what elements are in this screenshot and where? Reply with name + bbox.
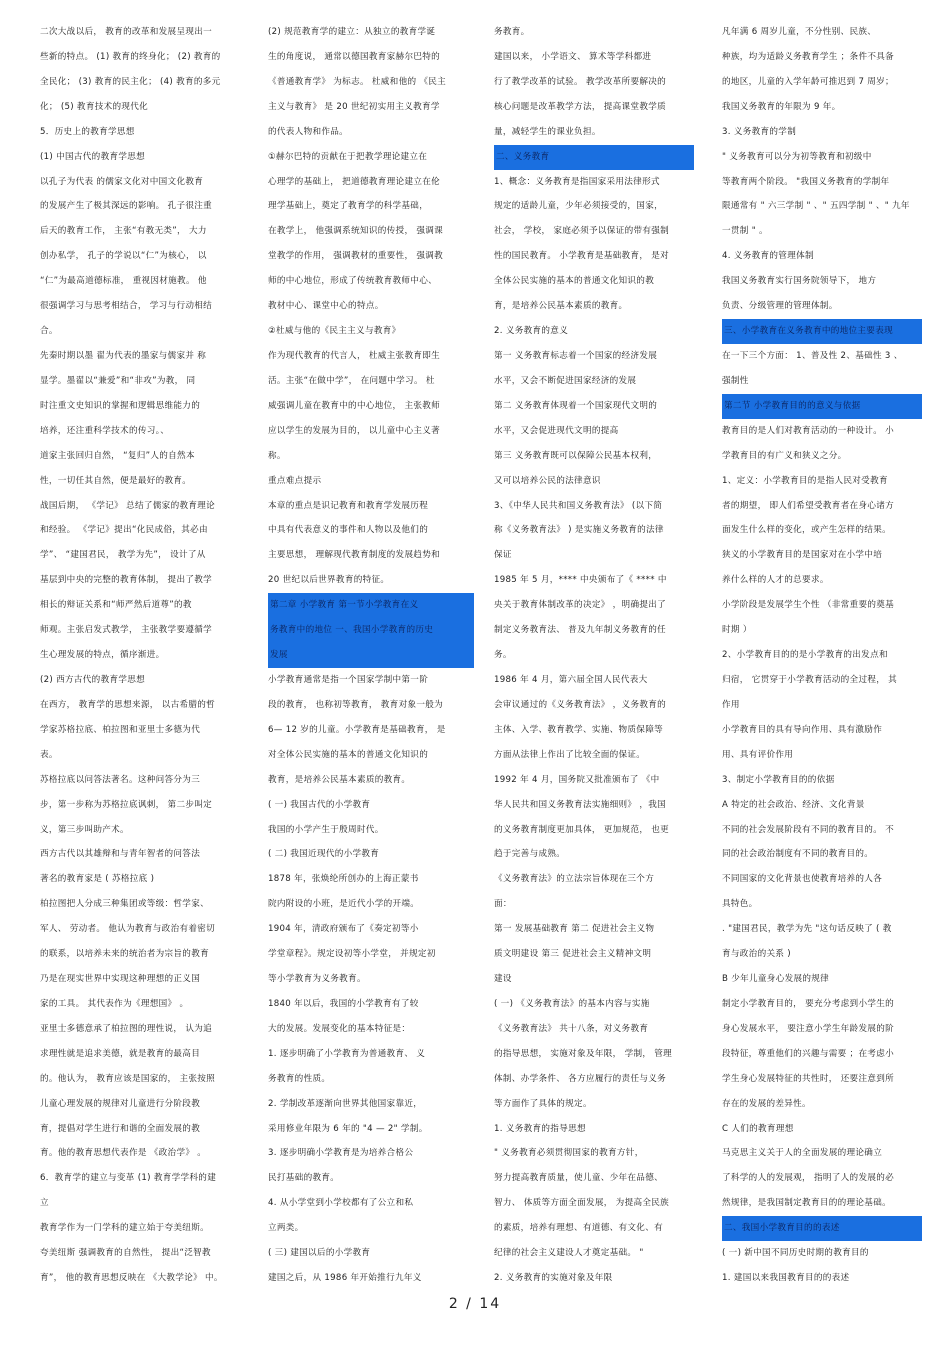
text-line: 主要思想， 理解现代教育制度的发展趋势和 xyxy=(268,550,441,561)
text-line: 教材中心、课堂中心的特点。 xyxy=(268,301,384,312)
text-line: 时期 ） xyxy=(722,625,752,636)
text-line: 威强调儿童在教育中的中心地位， 主张教师 xyxy=(268,400,441,411)
text-line: 3. 义务教育的学制 xyxy=(722,126,797,137)
text-line: 主义与教育》 是 20 世纪初实用主义教育学 xyxy=(268,101,440,112)
text-line: 学教育目的有广义和狭义之分。 xyxy=(722,450,847,461)
text-line: 体制、办学条件、 各方应履行的责任与义务 xyxy=(494,1073,667,1084)
text-line: 会审议通过的《义务教育法》 ，义务教育的 xyxy=(494,699,667,710)
text-line: 段的教育， 也称初等教育， 教育对象一般为 xyxy=(268,699,444,710)
text-line: 显学。墨翟以“兼爱”和“非攻”为教， 同 xyxy=(40,375,196,386)
text-line: 智力、 体质等方面全面发展， 为提高全民族 xyxy=(494,1198,670,1209)
text-line: 1. 建国以来我国教育目的的表述 xyxy=(722,1273,850,1284)
text-line: 以孔子为代表 的儒家文化对中国文化教育 xyxy=(40,176,204,187)
text-line: 家的工具。 其代表作为《理想国》 。 xyxy=(40,998,189,1009)
text-line: 相长的辩证关系和“师严然后道尊”的教 xyxy=(40,600,192,611)
text-line: 1. 义务教育的指导思想 xyxy=(494,1123,586,1134)
text-line: A 特定的社会政治、经济、文化背景 xyxy=(722,799,865,810)
text-line: 第二 义务教育体现着一个国家现代文明的 xyxy=(494,400,658,411)
text-line: 中具有代表意义的事件和人物以及他们的 xyxy=(268,525,429,536)
text-line: 育，是培养公民基本素质的教育。 xyxy=(494,301,628,312)
text-line: 后天的教育工作， 主张“有教无类”， 大力 xyxy=(40,226,207,237)
text-line: 5．历史上的教育学思想 xyxy=(40,126,135,137)
text-line: 步，第一步称为苏格拉底讽刺， 第二步叫定 xyxy=(40,799,213,810)
text-line: 化； (5) 教育技术的现代化 xyxy=(40,101,149,112)
text-line: 立两类。 xyxy=(268,1223,304,1234)
text-line: 作用 xyxy=(722,699,740,710)
text-line: 学生身心发展特征的共性时， 还要注意到所 xyxy=(722,1073,895,1084)
text-line: 民打基础的教育。 xyxy=(268,1173,340,1184)
text-line: 的发展产生了极其深远的影响。 孔子很注重 xyxy=(40,201,213,212)
text-column-2 xyxy=(268,20,474,1291)
text-line: 制定小学教育目的， 要充分考虑到小学生的 xyxy=(722,998,895,1009)
text-line: 4. 从小学堂到小学校都有了公立和私 xyxy=(268,1198,414,1209)
text-line: 教育，是培养公民基本素质的教育。 xyxy=(268,774,411,785)
text-line: 二次大战以后， 教育的改革和发展呈现出一 xyxy=(40,27,213,37)
text-line: 称《义务教育法》 ) 是实施义务教育的法律 xyxy=(494,525,664,536)
text-line: 量，减轻学生的课业负担。 xyxy=(494,126,601,137)
text-line: 采用修业年限为 6 年的 "4 — 2" 学制。 xyxy=(268,1123,428,1134)
text-line: 小学教育目的具有导向作用、具有激励作 xyxy=(722,724,883,735)
text-line: 生心理发展的特点，循序渐进。 xyxy=(40,650,165,661)
text-line: " 义务教育可以分为初等教育和初级中 xyxy=(722,151,872,162)
text-line: 先秦时期以墨 翟为代表的墨家与儒家并 称 xyxy=(40,350,207,361)
text-line: 理学基础上，奠定了教育学的科学基础， xyxy=(268,201,429,212)
text-line: 主体、入学、教育教学、实施、物质保障等 xyxy=(494,724,663,735)
text-line: 些新的特点。 (1) 教育的终身化； (2) 教育的 xyxy=(40,51,221,62)
text-line: 具特色。 xyxy=(722,899,758,910)
section-heading: 务教育中的地位 一、我国小学教育的历史 xyxy=(268,618,474,643)
text-line: (2) 规范教育学的建立：从独立的教育学诞 xyxy=(268,27,436,37)
text-line: 1、概念：义务教育是指国家采用法律形式 xyxy=(494,176,660,187)
text-line: 战国后期， 《学记》 总结了儒家的教育理论 xyxy=(40,500,216,511)
text-line: 水平，又会不断促进国家经济的发展 xyxy=(494,375,637,386)
text-line: ( 一) 我国古代的小学教育 xyxy=(268,799,371,810)
text-line: 教育目的是人们对教育活动的一种设计。 小 xyxy=(722,425,895,436)
text-line: 质文明建设 第三 促进社会主义精神文明 xyxy=(494,949,652,960)
text-column-1 xyxy=(40,20,242,1291)
text-line: 义，第三步叫助产术。 xyxy=(40,824,129,835)
text-line: 立 xyxy=(40,1198,49,1209)
text-line: 的指导思想， 实施对象及年限， 学制， 管理 xyxy=(494,1048,673,1059)
text-line: 乃是在现实世界中实现这种理想的正义国 xyxy=(40,974,201,985)
text-line: 应以学生的发展为目的， 以儿童中心主义著 xyxy=(268,425,441,436)
text-line: 务教育。 xyxy=(494,27,530,37)
text-line: 纪律的社会主义建设人才奠定基础。 " xyxy=(494,1248,644,1259)
text-line: 在西方， 教育学的思想来源， 以古希腊的哲 xyxy=(40,699,216,710)
page-indicator: 2 / 14 xyxy=(448,1296,502,1312)
text-line: 的联系，以培养未来的统治者为宗旨的教育 xyxy=(40,949,209,960)
text-line: " 义务教育必须贯彻国家的教育方针， xyxy=(494,1148,644,1159)
text-line: 我国义务教育实行国务院领导下， 地方 xyxy=(722,276,877,287)
text-line: 1904 年，清政府颁布了《奏定初等小 xyxy=(268,924,419,935)
text-line: 1985 年 5 月，**** 中央颁布了《 **** 中 xyxy=(494,575,667,586)
text-line: 核心问题是改革教学方法， 提高课堂教学质 xyxy=(494,101,667,112)
text-line: 称。 xyxy=(268,450,286,461)
text-line: 柏拉图把人分成三种集团或等级：哲学家、 xyxy=(40,899,209,910)
text-line: B 少年儿童身心发展的规律 xyxy=(722,974,830,985)
text-line: 又可以培养公民的法律意识 xyxy=(494,475,601,486)
text-line: 3. 逐步明确小学教育是为培养合格公 xyxy=(268,1148,414,1159)
text-line: 夸美纽斯 强调教育的自然性， 提出“泛智教 xyxy=(40,1248,211,1259)
text-line: 学堂章程》。规定设初等小学堂， 并规定初 xyxy=(268,949,436,960)
text-line: 2、小学教育目的的是小学教育的出发点和 xyxy=(722,650,888,661)
text-line: 求理性就是追求美德，就是教育的最高目 xyxy=(40,1048,201,1059)
text-line: 第一 义务教育标志着一个国家的经济发展 xyxy=(494,350,658,361)
text-line: 等教育两个阶段。 "我国义务教育的学制年 xyxy=(722,176,890,187)
text-line: 1878 年，张焕纶所创办的上海正蒙书 xyxy=(268,874,419,885)
text-line: 建国以来， 小学语文、 算术等学科都进 xyxy=(494,51,652,62)
text-line: 马克思主义关于人的全面发展的理论确立 xyxy=(722,1148,883,1159)
text-line: 面： xyxy=(494,899,512,910)
text-line: 很强调学习与思考相结合， 学习与行动相结 xyxy=(40,301,213,312)
text-line: 对全体公民实施的基本的普通文化知识的 xyxy=(268,749,429,760)
text-line: 活。主张“在做中学”， 在问题中学习。 杜 xyxy=(268,375,435,386)
text-line: 1840 年以后，我国的小学教育有了较 xyxy=(268,998,419,1009)
text-line: 同的社会政治制度有不同的教育目的。 xyxy=(722,849,874,860)
text-line: 央关于教育体制改革的决定》 ，明确提出了 xyxy=(494,600,667,611)
text-line: 军人、 劳动者。 他认为教育与政治有着密切 xyxy=(40,924,216,935)
text-line: 了科学的人的发展观， 指明了人的发展的必 xyxy=(722,1173,895,1184)
text-line: 著名的教育家是 ( 苏格拉底 ) xyxy=(40,874,155,885)
text-line: 4. 义务教育的管理体制 xyxy=(722,251,814,262)
text-line: 师观。主张启发式教学， 主张教学要遵循学 xyxy=(40,625,213,636)
text-line: 水平，又会促进现代文明的提高 xyxy=(494,425,619,436)
text-line: 培养，还注重科学技术的传习。、 xyxy=(40,425,170,436)
text-line: 规定的适龄儿童，少年必须接受的，国家， xyxy=(494,201,663,212)
text-line: 社会， 学校， 家庭必须予以保证的带有强制 xyxy=(494,226,670,237)
text-line: 存在的发展的差异性。 xyxy=(722,1098,811,1109)
text-line: 用、具有评价作用 xyxy=(722,749,794,760)
text-line: 全体公民实施的基本的普通文化知识的教 xyxy=(494,276,655,287)
text-line: 3、《中华人民共和国义务教育法》 (以下简 xyxy=(494,500,663,511)
text-line: 道家主张回归自然， “复归”人的自然本 xyxy=(40,450,195,461)
text-line: 凡年满 6 周岁儿童，不分性别、民族、 xyxy=(722,27,877,37)
text-line: 不同的社会发展阶段有不同的教育目的。 不 xyxy=(722,824,895,835)
text-line: 基层到中央的完整的教育体制， 提出了教学 xyxy=(40,575,213,586)
text-line: 小学教育通常是指一个国家学制中第一阶 xyxy=(268,674,429,685)
text-line: 归宿， 它贯穿于小学教育活动的全过程， 其 xyxy=(722,674,898,685)
text-line: 育。他的教育思想代表作是 《政治学》 。 xyxy=(40,1148,207,1159)
text-line: 育”， 他的教育思想反映在 《大教学论》 中。 xyxy=(40,1273,223,1284)
text-line: 2. 义务教育的实施对象及年限 xyxy=(494,1273,613,1284)
text-line: 6— 12 岁的儿童。小学教育是基础教育， 是 xyxy=(268,724,446,735)
text-line: 种族，均为适龄义务教育学生 ；条件不具备 xyxy=(722,51,895,62)
text-line: 时注重文史知识的掌握和逻辑思维能力的 xyxy=(40,400,201,411)
text-line: 2. 义务教育的意义 xyxy=(494,326,569,337)
text-line: 1. 逐步明确了小学教育为普通教育、 义 xyxy=(268,1048,426,1059)
text-line: C 人们的教育理想 xyxy=(722,1123,794,1134)
text-line: 院内附设的小班，是近代小学的开端。 xyxy=(268,899,420,910)
text-line: ②杜威与他的《民主主义与教育》 xyxy=(268,326,401,337)
text-line: 《普通教育学》 为标志。 杜威和他的 《民主 xyxy=(268,76,447,87)
text-line: 强制性 xyxy=(722,375,749,386)
text-line: 堂教学的作用， 强调教材的重要性， 强调教 xyxy=(268,251,444,262)
text-line: 《义务教育法》的立法宗旨体现在三个方 xyxy=(494,874,655,885)
text-line: 等小学教育为义务教育。 xyxy=(268,974,366,985)
section-heading: 第二节 小学教育目的的意义与依据 xyxy=(722,394,922,419)
text-line: ( 一) 新中国不同历史时期的教育目的 xyxy=(722,1248,869,1259)
text-line: 不同国家的文化背景也使教育培养的人各 xyxy=(722,874,883,885)
text-line: 面发生什么样的变化，或产生怎样的结果。 xyxy=(722,525,891,536)
text-line: 全民化； (3) 教育的民主化； (4) 教育的多元 xyxy=(40,76,221,87)
text-line: 和经验。 《学记》提出“化民成俗，其必由 xyxy=(40,525,208,536)
text-line: 6．教育学的建立与变革 (1) 教育学学科的建 xyxy=(40,1173,217,1184)
text-line: 的地区，儿童的入学年龄可推迟到 7 周岁； xyxy=(722,76,894,87)
text-line: 《义务教育法》 共十八条，对义务教育 xyxy=(494,1023,649,1034)
section-heading: 三、小学教育在义务教育中的地位主要表现 xyxy=(722,319,922,344)
text-line: 趋于完善与成熟。 xyxy=(494,849,566,860)
text-line: 儿童心理发展的规律对儿童进行分阶段教 xyxy=(40,1098,201,1109)
text-line: (2) 西方古代的教育学思想 xyxy=(40,674,146,685)
text-line: 华人民共和国义务教育法实施细则》 ，我国 xyxy=(494,799,667,810)
text-line: 2. 学制改革逐渐向世界其他国家靠近， xyxy=(268,1098,423,1109)
text-line: 1992 年 4 月，国务院又批准颁布了 《中 xyxy=(494,774,660,785)
text-line: 第三 义务教育既可以保障公民基本权利， xyxy=(494,450,658,461)
text-line: 心理学的基础上， 把道德教育理论建立在伦 xyxy=(268,176,441,187)
text-line: 在教学上， 他强调系统知识的传授， 强调课 xyxy=(268,226,444,237)
text-line: 重点难点提示 xyxy=(268,475,322,486)
text-line: 20 世纪以后世界教育的特征。 xyxy=(268,575,390,586)
text-line: 育与政治的关系 ) xyxy=(722,949,791,960)
text-line: 然规律，是我国制定教育目的的理论基础。 xyxy=(722,1198,891,1209)
text-line: 限通常有 " 六三学制 " 、" 五四学制 " 、" 九年 xyxy=(722,201,910,212)
text-line: 保证 xyxy=(494,550,512,561)
text-line: 狭义的小学教育目的是国家对在小学中培 xyxy=(722,550,883,561)
text-line: 育，提倡对学生进行和谐的全面发展的教 xyxy=(40,1123,201,1134)
text-line: 西方古代以其雄辩和与青年智者的问答法 xyxy=(40,849,201,860)
text-column-4 xyxy=(722,20,922,1291)
text-line: ( 三) 建国以后的小学教育 xyxy=(268,1248,371,1259)
text-line: 本章的重点是识记教育和教育学发展历程 xyxy=(268,500,429,511)
text-line: 作为现代教育的代言人， 杜威主张教育即生 xyxy=(268,350,441,361)
text-line: 务。 xyxy=(494,650,512,661)
text-line: (1) 中国古代的教育学思想 xyxy=(40,151,146,162)
text-line: 者的期望， 即人们希望受教育者在身心诸方 xyxy=(722,500,895,511)
text-line: 苏格拉底以问答法著名。这种问答分为三 xyxy=(40,774,201,785)
section-heading: 二、我国小学教育目的的表述 xyxy=(722,1216,922,1241)
text-line: ( 一) 《义务教育法》的基本内容与实施 xyxy=(494,998,650,1009)
text-line: 1986 年 4 月，第六届全国人民代表大 xyxy=(494,674,648,685)
text-line: 务教育的性质。 xyxy=(268,1073,331,1084)
text-line: 生的角度说， 通常以德国教育家赫尔巴特的 xyxy=(268,51,441,62)
text-line: 1、定义：小学教育目的是指人民对受教育 xyxy=(722,475,888,486)
section-heading: 第二章 小学教育 第一节小学教育在义 xyxy=(268,593,474,618)
text-line: 的。他认为， 教育应该是国家的， 主张按照 xyxy=(40,1073,216,1084)
text-line: 性，一切任其自然，便是最好的教育。 xyxy=(40,475,192,486)
text-line: 建国之后，从 1986 年开始推行九年义 xyxy=(268,1273,422,1284)
text-line: ①赫尔巴特的贡献在于把教学理论建立在 xyxy=(268,151,428,162)
text-line: 的义务教育制度更加具体， 更加规范， 也更 xyxy=(494,824,670,835)
text-line: 创办私学， 孔子的学说以“仁”为核心， 以 xyxy=(40,251,207,262)
text-line: 3、制定小学教育目的的依据 xyxy=(722,774,835,785)
text-line: 段特征，尊重他们的兴趣与需要 ；在考虑小 xyxy=(722,1048,895,1059)
text-line: 努力提高教育质量，使儿童、少年在品德、 xyxy=(494,1173,663,1184)
text-line: 制定义务教育法、 普及九年制义务教育的任 xyxy=(494,625,667,636)
text-line: 一贯制 " 。 xyxy=(722,226,768,237)
text-line: 教育学作为一门学科的建立始于夸美纽斯。 xyxy=(40,1223,209,1234)
section-heading: 发展 xyxy=(268,643,474,668)
text-line: 性的国民教育。 小学教育是基础教育， 是对 xyxy=(494,251,670,262)
text-line: 养什么样的人才的总要求。 xyxy=(722,575,829,586)
text-line: 建设 xyxy=(494,974,512,985)
text-line: 在一下三个方面： 1、普及性 2、基础性 3 、 xyxy=(722,350,903,361)
text-line: 师的中心地位，形成了传统教育教师中心、 xyxy=(268,276,437,287)
text-line: 行了教学改革的试验。 教学改革所要解决的 xyxy=(494,76,667,87)
text-line: 大的发展。发展变化的基本特征是： xyxy=(268,1023,411,1034)
text-line: 等方面作了具体的规定。 xyxy=(494,1098,592,1109)
text-line: 亚里士多德意承了柏拉图的理性说， 认为追 xyxy=(40,1023,213,1034)
text-line: 学”、 “建国君民， 教学为先”， 设计了从 xyxy=(40,550,206,561)
text-line: 学家苏格拉底、柏拉图和亚里士多德为代 xyxy=(40,724,201,735)
text-line: 我国义务教育的年限为 9 年。 xyxy=(722,101,841,112)
text-line: 的代表人物和作品。 xyxy=(268,126,349,137)
text-line: 第一 发展基础教育 第二 促进社会主义物 xyxy=(494,924,655,935)
text-line: 合。 xyxy=(40,326,58,337)
section-heading: 二、义务教育 xyxy=(494,145,694,170)
text-line: 身心发展水平， 要注意小学生年龄发展的阶 xyxy=(722,1023,895,1034)
text-line: ( 二) 我国近现代的小学教育 xyxy=(268,849,380,860)
text-line: . "建国君民，教学为先 "这句话反映了 ( 教 xyxy=(722,924,892,935)
text-line: “仁”为最高道德标准， 重视因材施教。 他 xyxy=(40,276,207,287)
text-line: 小学阶段是发展学生个性 （非常重要的奠基 xyxy=(722,600,895,611)
text-column-3 xyxy=(494,20,694,1291)
text-line: 负责、分级管理的管理体制。 xyxy=(722,301,838,312)
text-line: 我国的小学产生于殷周时代。 xyxy=(268,824,384,835)
text-line: 的素质，培养有理想、有道德、有文化、有 xyxy=(494,1223,663,1234)
text-line: 方面从法律上作出了比较全面的保证。 xyxy=(494,749,646,760)
text-line: 表。 xyxy=(40,749,58,760)
